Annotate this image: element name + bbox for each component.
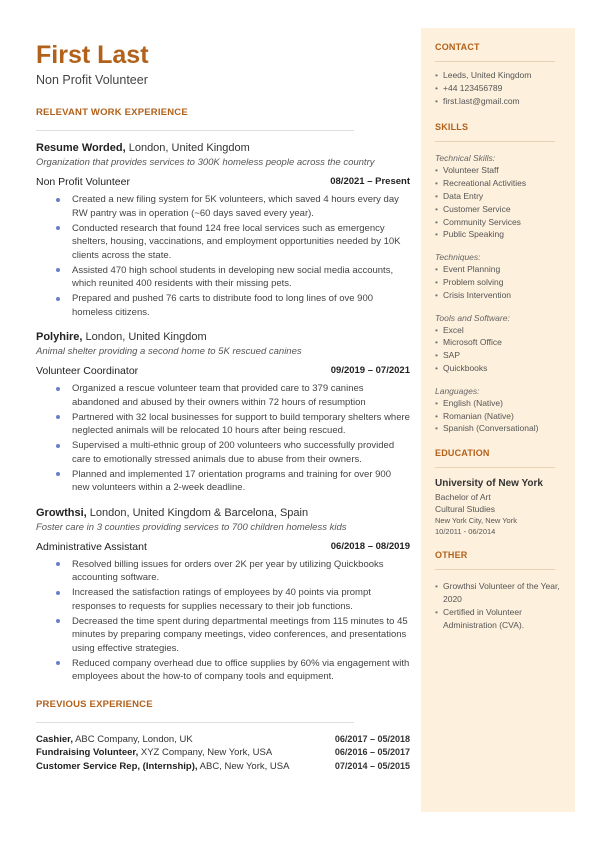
skill-item: • Recreational Activities	[435, 177, 561, 190]
job-title: Non Profit Volunteer	[36, 73, 148, 87]
section-divider	[435, 141, 555, 142]
skill-item: • Spanish (Conversational)	[435, 422, 561, 435]
achievement-item: Resolved billing issues for orders over 2K per year by utilizing Quickbooks accounting software.	[36, 558, 410, 585]
role-dates: 09/2019 – 07/2021	[330, 365, 410, 376]
person-name: First Last	[36, 41, 149, 69]
bullet-dot-icon	[56, 297, 60, 301]
skill-group	[435, 312, 561, 375]
sidebar-content	[435, 42, 561, 631]
previous-role: Cashier,	[36, 733, 73, 745]
skill-item: • Excel	[435, 324, 561, 337]
company-name: Polyhire,	[36, 331, 83, 343]
skill-item: • Volunteer Staff	[435, 164, 561, 177]
achievement-item: Supervised a multi-ethnic group of 200 volunteers who successfully provided care to emotionally stressed animals due to abuse from their owners.	[36, 439, 410, 466]
section-divider	[36, 722, 354, 723]
previous-dates: 07/2014 – 05/2015	[334, 760, 410, 771]
skill-item: • Quickbooks	[435, 362, 561, 375]
previous-company: ABC, New York, USA	[197, 760, 290, 772]
skill-item: • SAP	[435, 349, 561, 362]
skill-item: • Community Services	[435, 216, 561, 229]
skill-item: • Problem solving	[435, 276, 561, 289]
bullet-dot-icon	[56, 562, 60, 566]
achievement-item: Prepared and pushed 76 carts to distribute food to long lines of ove 900 homeless citizens.	[36, 292, 410, 319]
skill-list	[435, 324, 561, 375]
achievement-item: Increased the satisfaction ratings of employees by 40 points via prompt responses to requests for supplies necessary to their job functions.	[36, 586, 410, 613]
skills-heading: SKILLS	[435, 122, 469, 133]
section-divider	[435, 467, 555, 468]
skill-group	[435, 385, 561, 435]
skill-item: • Crisis Intervention	[435, 289, 561, 302]
company-line	[36, 142, 410, 154]
achievement-item: Assisted 470 high school students in developing new social media accounts, which reunited 400 residents with their missing pets.	[36, 264, 410, 291]
achievement-item: Partnered with 32 local businesses for support to build temporary shelters where neglected animals will be relocated 10 hours after being rescued.	[36, 411, 410, 438]
skill-group	[435, 251, 561, 301]
skill-group	[435, 152, 561, 241]
role-title: Volunteer Coordinator	[36, 365, 139, 377]
bullet-dot-icon	[56, 444, 60, 448]
skill-item: • Microsoft Office	[435, 336, 561, 349]
bullet-dot-icon	[56, 472, 60, 476]
job-entry	[36, 331, 410, 495]
other-item: • Growthsi Volunteer of the Year, 2020	[435, 580, 561, 606]
achievement-item: Organized a rescue volunteer team that provided care to 379 canines abandoned and abused by their owners within 72 hours of resumption	[36, 382, 410, 409]
bullet-dot-icon	[56, 198, 60, 202]
previous-experience-heading: PREVIOUS EXPERIENCE	[36, 698, 153, 710]
education-dates: 10/2011 - 06/2014	[435, 527, 496, 537]
role-dates: 08/2021 – Present	[330, 176, 410, 187]
other-item: • Certified in Volunteer Administration (CVA).	[435, 606, 561, 632]
bullet-dot-icon	[56, 415, 60, 419]
company-name: Growthsi,	[36, 506, 87, 519]
section-divider	[36, 130, 354, 131]
company-line	[36, 507, 410, 519]
company-location: London, United Kingdom	[125, 142, 250, 154]
company-tagline: Organization that provides services to 300K homeless people across the country	[36, 157, 375, 168]
company-tagline: Foster care in 3 counties providing services to 700 children homeless kids	[36, 521, 347, 533]
bullet-dot-icon	[56, 226, 60, 230]
skill-item: • Romanian (Native)	[435, 410, 561, 423]
achievement-list	[36, 382, 410, 495]
school-name: University of New York	[435, 478, 543, 490]
contact-email[interactable]: • first.last@gmail.com	[435, 95, 561, 108]
bullet-dot-icon	[56, 661, 60, 665]
field-of-study: Cultural Studies	[435, 504, 496, 515]
previous-job-row	[36, 760, 410, 774]
previous-role: Fundraising Volunteer,	[36, 747, 139, 758]
company-location: London, United Kingdom & Barcelona, Spain	[86, 506, 309, 519]
company-line	[36, 331, 410, 343]
contact-heading: CONTACT	[435, 42, 480, 52]
education-heading: EDUCATION	[435, 448, 490, 459]
skill-item: • Public Speaking	[435, 228, 561, 241]
role-line	[36, 541, 410, 553]
bullet-dot-icon	[56, 268, 60, 272]
contact-phone: • +44 123456789	[435, 82, 561, 95]
job-entry	[36, 142, 410, 319]
previous-experience-list	[36, 733, 410, 774]
role-line	[36, 365, 410, 377]
previous-dates: 06/2016 – 05/2017	[334, 747, 410, 757]
role-title: Administrative Assistant	[36, 540, 147, 553]
achievement-item: Decreased the time spent during departmental meetings from 115 minutes to 45 minutes by preparing company meetings, video conferences, and presentations using effective strategies.	[36, 615, 410, 656]
skill-group-label: Techniques:	[435, 252, 481, 263]
role-dates: 06/2018 – 08/2019	[330, 540, 410, 552]
achievement-item: Planned and implemented 17 orientation programs and training for over 900 new volunteers within a 2-week deadline.	[36, 468, 410, 495]
skill-item: • Event Planning	[435, 263, 561, 276]
main-column	[36, 40, 410, 773]
previous-job-row	[36, 746, 410, 760]
previous-dates: 06/2017 – 05/2018	[334, 733, 410, 744]
previous-company: ABC Company, London, UK	[72, 733, 193, 745]
contact-list	[435, 69, 561, 107]
achievement-list	[36, 193, 410, 319]
school-location: New York City, New York	[435, 516, 517, 526]
skill-list	[435, 164, 561, 241]
company-tagline: Animal shelter providing a second home to 5K rescued canines	[36, 346, 302, 357]
sidebar	[421, 28, 575, 812]
section-divider	[435, 61, 555, 62]
achievement-item: Conducted research that found 124 free local services such as emergency shelters, housing, vaccinations, and employment opportunities needed by 10K clients across the state.	[36, 222, 410, 263]
role-title: Non Profit Volunteer	[36, 176, 130, 188]
skill-group-label: Technical Skills:	[435, 153, 496, 164]
company-location: London, United Kingdom	[82, 331, 207, 343]
degree: Bachelor of Art	[435, 492, 491, 503]
bullet-dot-icon	[56, 591, 60, 595]
previous-company: XYZ Company, New York, USA	[138, 747, 273, 758]
skill-group-label: Tools and Software:	[435, 312, 510, 323]
role-line	[36, 176, 410, 188]
company-name: Resume Worded,	[36, 142, 126, 154]
job-entry	[36, 507, 410, 684]
section-divider	[435, 569, 555, 570]
achievement-item: Created a new filing system for 5K volunteers, which saved 4 hours every day RW pantry was in operation (~60 days saved every year).	[36, 193, 410, 220]
skill-group-label: Languages:	[435, 385, 480, 396]
other-heading: OTHER	[435, 550, 468, 561]
bullet-dot-icon	[56, 387, 60, 391]
achievement-list	[36, 558, 410, 684]
skill-item: • Customer Service	[435, 203, 561, 216]
skill-list	[435, 397, 561, 435]
skill-list	[435, 263, 561, 301]
bullet-dot-icon	[56, 619, 60, 623]
previous-job-row	[36, 733, 410, 747]
previous-role: Customer Service Rep, (Internship),	[36, 760, 198, 772]
education-entry	[435, 478, 561, 537]
relevant-experience-heading: RELEVANT WORK EXPERIENCE	[36, 107, 188, 118]
other-list	[435, 580, 561, 631]
achievement-item: Reduced company overhead due to office supplies by 60% via engagement with employees about the how-to of company tools and equipment.	[36, 657, 410, 684]
skill-item: • Data Entry	[435, 190, 561, 203]
skill-item: • English (Native)	[435, 397, 561, 410]
contact-location: • Leeds, United Kingdom	[435, 69, 561, 82]
